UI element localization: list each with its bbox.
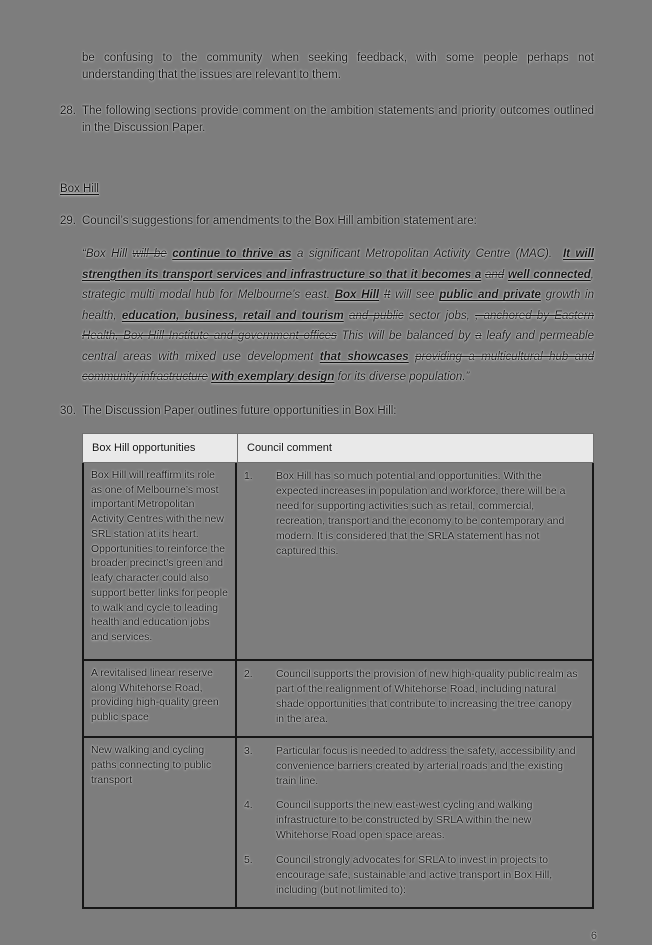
quote-segment: , strategic multi modal hub for Melbourne’s east. <box>82 268 594 302</box>
comment-item <box>244 798 582 843</box>
opportunity-cell: A revitalised linear reserve along Whitehorse Road, providing high-quality green public space <box>84 661 237 736</box>
quote-segment: with exemplary design <box>211 371 335 384</box>
comment-text: Council supports the new east-west cycling and walking infrastructure to be constructed by SRLA within the new Whitehorse Road open space areas. <box>276 800 533 842</box>
quote-segment: continue to thrive as <box>172 248 292 261</box>
quote-segment: Box Hill <box>334 289 380 302</box>
page-number: 6 <box>590 930 597 942</box>
quote-segment: , anchored by Eastern Health, Box Hill Institute and government offices <box>82 309 594 343</box>
table-row <box>84 659 592 736</box>
quote-segment: well connected <box>507 268 591 281</box>
list-item-28 <box>60 103 594 138</box>
paragraph-continuation: be confusing to the community when seeking feedback, with some people perhaps not understanding that the issues are relevant to them. <box>82 52 594 82</box>
table-row <box>84 463 592 659</box>
table-row <box>84 736 592 907</box>
list-text: The following sections provide comment on the ambition statements and priority outcomes outlined in the Discussion Paper. <box>82 104 594 134</box>
comment-cell <box>237 661 592 736</box>
comment-number: 5. <box>244 854 253 866</box>
list-text: Council’s suggestions for amendments to the Box Hill ambition statement are: <box>82 215 477 227</box>
quote-segment: “Box Hill <box>82 248 133 261</box>
quote-segment: leafy and permeable central areas with mixed use development <box>82 330 595 363</box>
comment-item <box>244 667 582 727</box>
comment-text: Council strongly advocates for SRLA to invest in projects to encourage safe, sustainable and active transport in Box Hill, including (but not limited to): <box>276 854 553 896</box>
comment-item <box>244 853 582 898</box>
quote-segment: a significant Metropolitan Activity Centre (MAC). <box>291 248 563 261</box>
section-heading-box-hill: Box Hill <box>60 183 99 195</box>
opportunity-cell: New walking and cycling paths connecting to public transport <box>84 738 237 907</box>
comment-text: Council supports the provision of new high-quality public realm as part of the realignment of Whitehorse Road, including natural shade opportunities that contribute to increasing the tree canopy in the area. <box>276 668 578 726</box>
quote-segment: a <box>475 330 482 343</box>
comment-number: 1. <box>244 470 253 482</box>
quote-segment: sector jobs, <box>403 309 476 322</box>
list-number: 30. <box>60 404 76 417</box>
list-item-30 <box>60 403 594 420</box>
comment-number: 3. <box>244 746 253 758</box>
comment-item <box>244 469 582 559</box>
quote-segment: It <box>383 289 391 302</box>
comment-number: 2. <box>244 668 253 680</box>
comment-item <box>244 744 582 789</box>
quote-segment: growth in health, <box>82 289 595 322</box>
quote-segment: It will strengthen its transport services and infrastructure so that it becomes a <box>82 248 594 281</box>
quote-segment: for its diverse population.” <box>334 371 470 384</box>
comment-cell <box>237 463 592 659</box>
quote-segment: that showcases <box>319 350 409 363</box>
comment-text: Box Hill has so much potential and opportunities. With the expected increases in population and workforce, there will be a need for supporting activities such as retail, commercial, recreation, transport and the economy to be contemporary and modern. It is considered that the SRLA statement has not captured this. <box>276 470 566 558</box>
list-text: The Discussion Paper outlines future opportunities in Box Hill: <box>82 404 397 417</box>
quote-segment: and public <box>349 309 404 322</box>
opportunities-table <box>82 433 594 909</box>
quote-segment: public and private <box>439 289 541 302</box>
quote-segment: education, business, retail and tourism <box>121 309 344 322</box>
quote-segment: This will be balanced by <box>336 330 476 343</box>
comment-text: Particular focus is needed to address the safety, accessibility and convenience barriers created by arterial roads and the existing train line. <box>276 746 576 788</box>
table-header-comment: Council comment <box>247 441 332 454</box>
quote-segment: providing a multicultural hub and community infrastructure <box>82 350 594 384</box>
comment-cell <box>237 738 592 907</box>
quote-segment: will be <box>132 248 167 261</box>
amendment-quote <box>82 244 594 387</box>
list-number: 28. <box>60 104 76 117</box>
list-item-29 <box>60 213 594 230</box>
quote-segment: will see <box>390 289 440 302</box>
list-number: 29. <box>60 215 76 227</box>
quote-segment: and <box>484 268 505 281</box>
opportunity-cell: Box Hill will reaffirm its role as one of Melbourne’s most important Metropolitan Activity Centres with the new SRL station at its heart. Opportunities to reinforce the broader precinct’s green and leafy character could also support better links for people to walk and cycle to leading health and education jobs and services. <box>84 463 237 659</box>
comment-number: 4. <box>244 800 253 812</box>
table-body <box>82 463 594 909</box>
table-header-row <box>82 433 594 463</box>
table-header-opportunities: Box Hill opportunities <box>83 434 238 462</box>
